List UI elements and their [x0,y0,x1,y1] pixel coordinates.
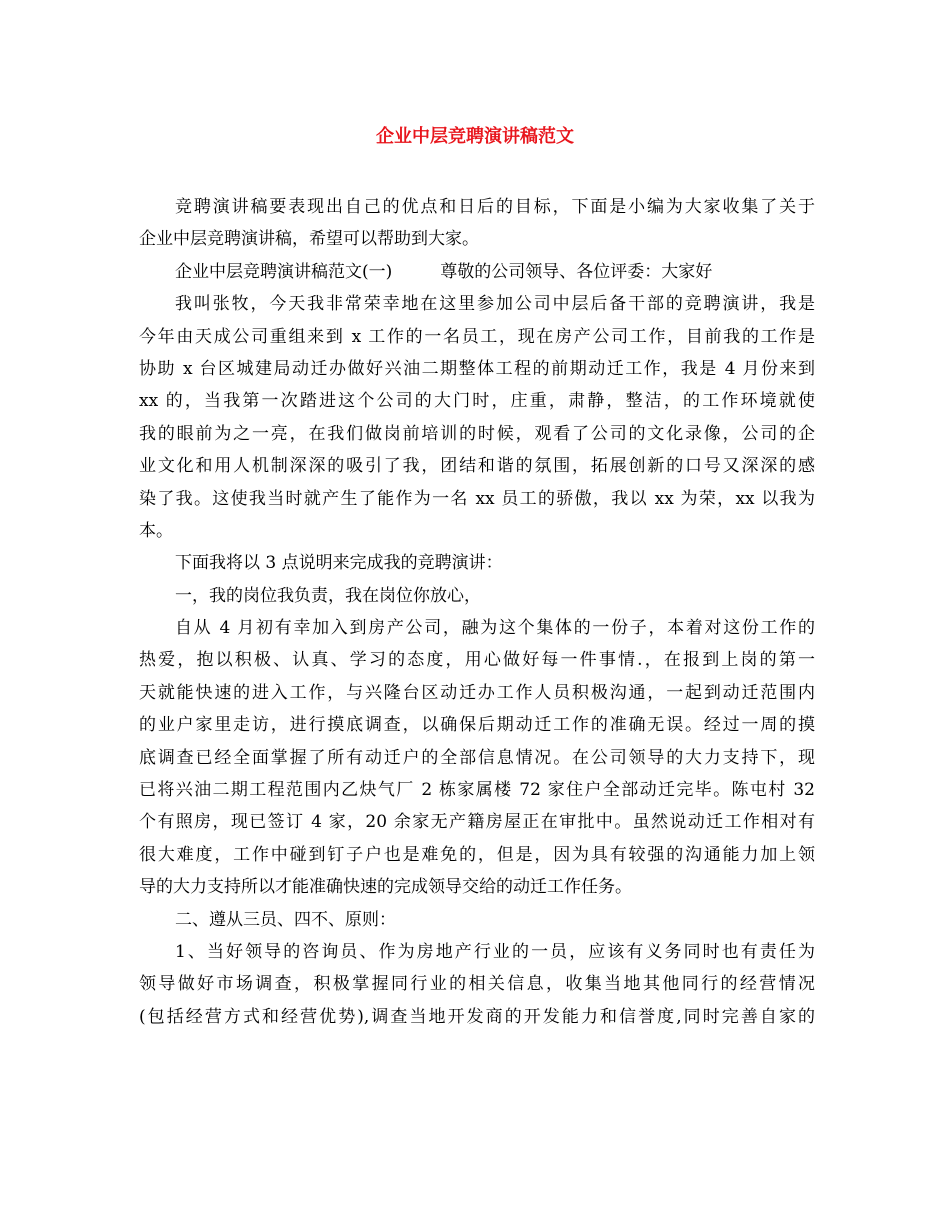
text-line: 业文化和用人机制深深的吸引了我，团结和谐的氛围，拓展创新的口号又深深的感 [139,456,815,477]
text-line: 底调查已经全面掌握了所有动迁户的全部信息情况。在公司领导的大力支持下，现 [139,747,815,768]
salutation: 尊敬的公司领导、各位评委：大家好 [440,261,713,282]
text-line: 自从 4 月初有幸加入到房产公司，融为这个集体的一份子，本着对这份工作的 [175,618,815,639]
text-line: 1、当好领导的咨询员、作为房地产行业的一员，应该有义务同时也有责任为 [175,941,815,962]
section-heading: 企业中层竞聘演讲稿范文(一) [175,261,393,282]
text-line: 的业户家里走访，进行摸底调查，以确保后期动迁工作的准确无误。经过一周的摸 [139,715,815,736]
text-line: 下面我将以 3 点说明来完成我的竞聘演讲： [175,553,503,574]
text-line: 协助 x 台区城建局动迁办做好兴油二期整体工程的前期动迁工作，我是 4 月份来到 [139,358,815,379]
text-line: 染了我。这使我当时就产生了能作为一名 xx 员工的骄傲，我以 xx 为荣，xx 以我为 [139,488,815,509]
text-line [139,256,815,288]
text-line: 今年由天成公司重组来到 x 工作的一名员工，现在房产公司工作，目前我的工作是 [139,326,815,347]
text-line: 我叫张牧，今天我非常荣幸地在这里参加公司中层后备干部的竞聘演讲，我是 [175,294,815,315]
text-line: 很大难度，工作中碰到钉子户也是难免的，但是，因为具有较强的沟通能力加上领 [139,844,815,865]
document-title: 企业中层竞聘演讲稿范文 [376,126,574,147]
text-line: 天就能快速的进入工作，与兴隆台区动迁办工作人员积极沟通，一起到动迁范围内 [139,682,815,703]
text-line: (包括经营方式和经营优势),调查当地开发商的开发能力和信誉度,同时完善自家的 [139,1006,815,1027]
text-line: xx 的，当我第一次踏进这个公司的大门时，庄重，肃静，整洁，的工作环境就使 [139,391,815,412]
text-line: 热爱，抱以积极、认真、学习的态度，用心做好每一件事情.，在报到上岗的第一 [139,650,815,671]
text-line: 本。 [139,520,173,541]
text-line: 一，我的岗位我负责，我在岗位你放心， [175,585,481,606]
text-line: 二、遵从三员、四不、原则： [175,909,396,930]
text-line: 领导做好市场调查，积极掌握同行业的相关信息，收集当地其他同行的经营情况 [139,974,815,995]
text-line: 竞聘演讲稿要表现出自己的优点和日后的目标，下面是小编为大家收集了关于 [175,197,815,217]
document-body [139,191,815,1033]
text-line: 企业中层竞聘演讲稿，希望可以帮助到大家。 [139,229,479,250]
text-line: 导的大力支持所以才能准确快速的完成领导交给的动迁工作任务。 [139,877,632,898]
text-line: 已将兴油二期工程范围内乙炔气厂 2 栋家属楼 72 家住户全部动迁完毕。陈屯村 32 [139,780,815,801]
text-line: 我的眼前为之一亮，在我们做岗前培训的时候，观看了公司的文化录像，公司的企 [139,423,815,444]
text-line: 个有照房，现已签订 4 家，20 余家无产籍房屋正在审批中。虽然说动迁工作相对有 [139,812,815,833]
